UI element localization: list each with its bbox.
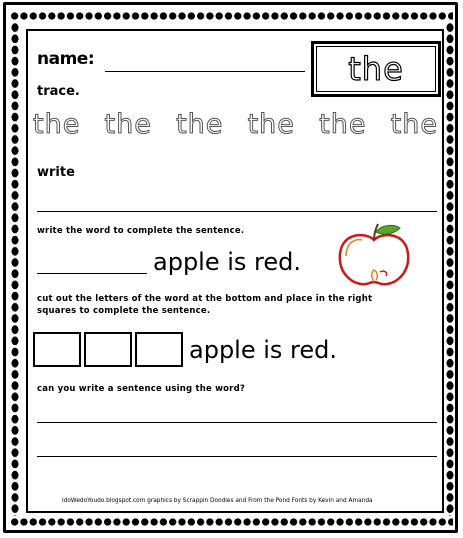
section3-question: can you write a sentence using the word? (37, 384, 245, 394)
section1-instruction: write the word to complete the sentence. (37, 226, 245, 236)
trace-word[interactable]: the (390, 109, 438, 140)
blank-word-line[interactable] (37, 273, 147, 274)
target-word-box-inner (316, 46, 436, 92)
apple-icon (336, 222, 412, 288)
section2-instruction-line1: cut out the letters of the word at the bottom and place in the right (37, 294, 373, 304)
section1-sentence: apple is red. (153, 248, 302, 276)
sentence-line-2[interactable] (37, 456, 437, 457)
trace-word[interactable]: the (319, 109, 367, 140)
letter-box-2[interactable] (84, 332, 132, 367)
letter-box-1[interactable] (33, 332, 81, 367)
write-line[interactable] (37, 211, 437, 212)
name-write-line[interactable] (105, 71, 305, 72)
letter-box-3[interactable] (135, 332, 183, 367)
name-label: name: (37, 49, 95, 69)
dot-border-left (9, 22, 21, 516)
dot-border-top (10, 10, 453, 22)
dot-border-right (444, 22, 456, 516)
trace-row (33, 109, 438, 140)
write-label: write (37, 165, 75, 180)
trace-word[interactable]: the (104, 109, 152, 140)
target-word: the (348, 50, 404, 88)
sentence-line-1[interactable] (37, 422, 437, 423)
trace-word[interactable]: the (33, 109, 81, 140)
trace-word[interactable]: the (176, 109, 224, 140)
dot-border-bottom (10, 516, 453, 528)
section2-instruction-line2: squares to complete the sentence. (37, 306, 211, 316)
trace-word[interactable]: the (247, 109, 295, 140)
trace-label: trace. (37, 84, 80, 99)
footer-credits: IdoWedoYoudo.blogspot.com graphics by Scrappin Doodles and From the Pond Fonts by Kevin and Amanda (62, 498, 373, 504)
section2-sentence: apple is red. (189, 336, 338, 364)
